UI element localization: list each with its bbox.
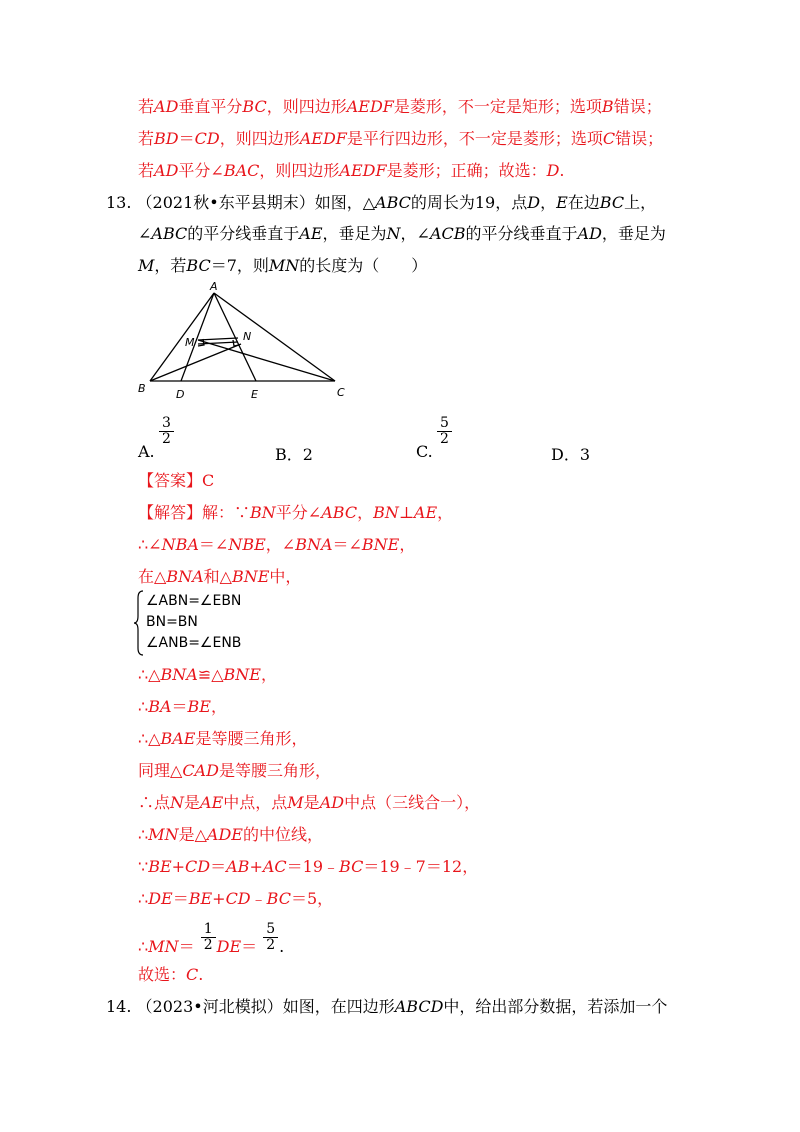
solution-line-11: ∴DE＝BE+CD﹣BC＝5， bbox=[138, 889, 334, 908]
solution-line-5: ∴BA＝BE， bbox=[138, 697, 227, 716]
answer-value: C bbox=[202, 471, 215, 490]
equation-system bbox=[133, 590, 263, 656]
solution-line-8: ∴点N是AE中点，点M是AD中点（三线合一）， bbox=[138, 793, 481, 812]
prev-line-3: 若AD平分∠BAC，则四边形AEDF是菱形；正确；故选：D. bbox=[138, 161, 565, 180]
solution-line-1: 【解答】解：∵BN平分∠ABC，BN⊥AE， bbox=[138, 503, 454, 522]
label-E: E bbox=[251, 388, 258, 401]
option-a-fraction: $\frac{3}{2}$ bbox=[159, 416, 174, 447]
question-number: 13. bbox=[106, 193, 132, 212]
label-C: C bbox=[337, 386, 345, 399]
q13-line-1: 13. （2021秋•东平县期末）如图，△ABC的周长为19，点D，E在边BC上， bbox=[106, 193, 657, 212]
solution-line-9: ∴MN是△ADE的中位线， bbox=[138, 825, 323, 844]
question-number: 14. bbox=[106, 997, 132, 1016]
system-row: BN=BN bbox=[146, 614, 198, 630]
system-row: ∠ANB=∠ENB bbox=[146, 635, 242, 651]
solution-line-2: ∴∠NBA＝∠NBE，∠BNA＝∠BNE， bbox=[138, 535, 416, 554]
q13-line-3: M，若BC＝7，则MN的长度为（ ） bbox=[138, 256, 428, 275]
solution-line-10: ∵BE+CD＝AB+AC＝19﹣BC＝19﹣7＝12， bbox=[138, 857, 479, 876]
solution-tag: 【解答】 bbox=[138, 503, 203, 522]
solution-line-3: 在△BNA和△BNE中， bbox=[138, 567, 302, 586]
solution-line-12: ∴MN＝ $\frac{1}{2}$ DE＝ $\frac{5}{2}$ . bbox=[138, 921, 285, 956]
prev-line-2: 若BD＝CD，则四边形AEDF是平行四边形，不一定是菱形；选项C错误； bbox=[138, 129, 664, 148]
q13-line-2: ∠ABC的平分线垂直于AE，垂足为N，∠ACB的平分线垂直于AD，垂足为 bbox=[138, 224, 666, 243]
answer-line bbox=[138, 470, 214, 492]
left-brace-icon bbox=[133, 590, 145, 656]
label-N: N bbox=[243, 330, 252, 343]
q14-line-1: 14. （2023•河北模拟）如图，在四边形ABCD中，给出部分数据，若添加一个 bbox=[106, 997, 668, 1016]
solution-line-6: ∴△BAE是等腰三角形， bbox=[138, 729, 308, 748]
label-M: M bbox=[185, 336, 195, 349]
answer-tag: 【答案】 bbox=[138, 471, 203, 490]
label-B: B bbox=[138, 382, 146, 395]
fraction-half: $\frac{1}{2}$ bbox=[201, 922, 216, 953]
solution-line-13: 故选：C. bbox=[138, 965, 204, 984]
solution-line-4: ∴△BNA≌△BNE， bbox=[138, 665, 277, 684]
label-A: A bbox=[210, 280, 218, 293]
prev-line-1: 若AD垂直平分BC，则四边形AEDF是菱形，不一定是矩形；选项B错误； bbox=[138, 97, 662, 116]
fraction-five-halves: $\frac{5}{2}$ bbox=[263, 922, 278, 953]
triangle-figure bbox=[130, 278, 360, 403]
solution-line-7: 同理△CAD是等腰三角形， bbox=[138, 761, 331, 780]
label-D: D bbox=[176, 388, 185, 401]
option-c-fraction: $\frac{5}{2}$ bbox=[437, 416, 452, 447]
system-row: ∠ABN=∠EBN bbox=[146, 593, 242, 609]
